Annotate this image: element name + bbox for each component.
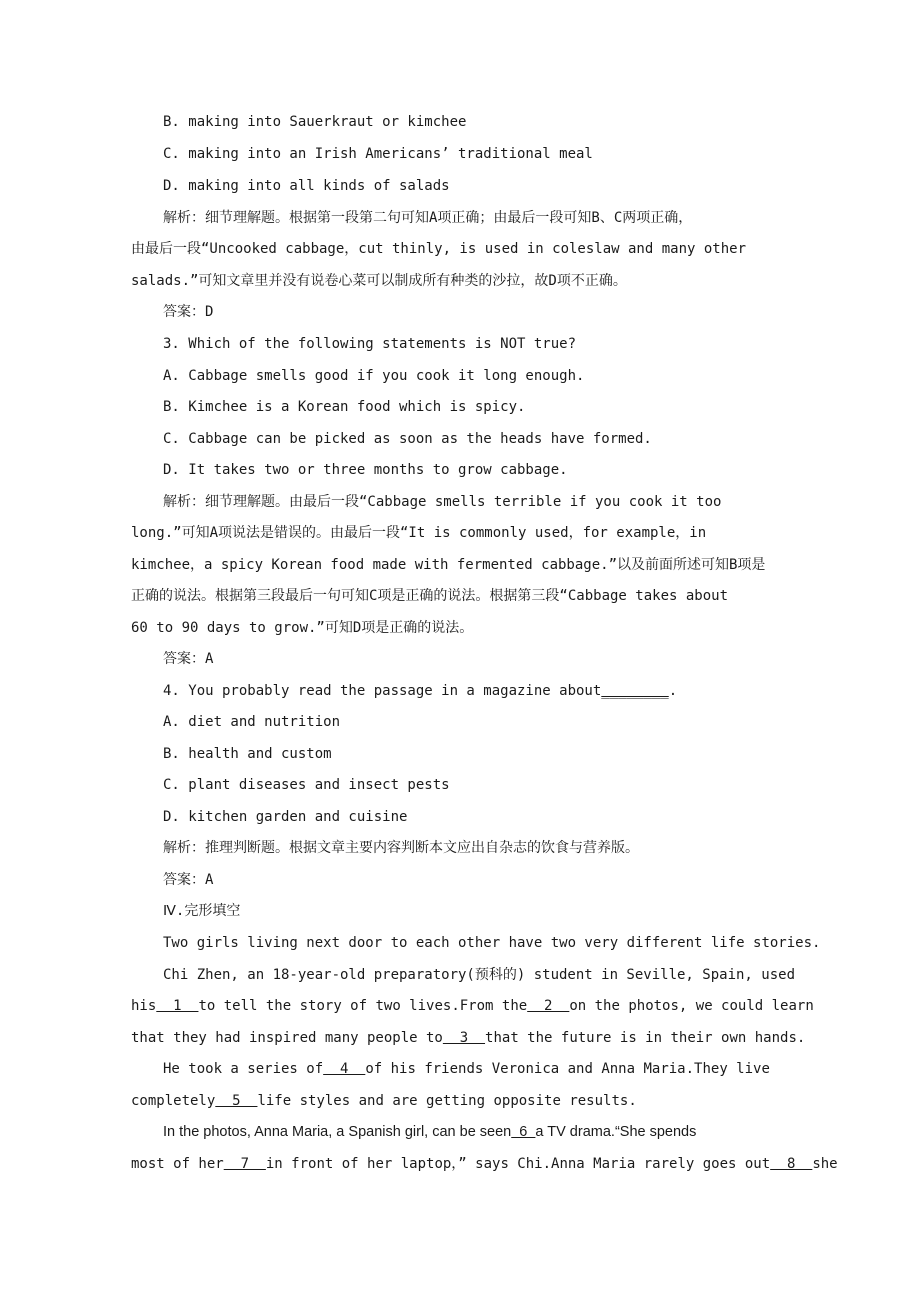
section-heading: Ⅳ.完形填空 <box>163 903 241 919</box>
blank-6: 6 <box>511 1124 536 1140</box>
option-c-q3: C. Cabbage can be picked as soon as the heads have formed. <box>163 431 652 447</box>
option-b-q4: B. health and custom <box>163 746 332 762</box>
blank-5: 5 <box>215 1093 258 1109</box>
option-a-q3: A. Cabbage smells good if you cook it long enough. <box>163 368 585 384</box>
option-a-q4: A. diet and nutrition <box>163 714 341 730</box>
explanation-q2-line3: salads.”可知文章里并没有说卷心菜可以制成所有种类的沙拉，故D项不正确。 <box>131 273 627 289</box>
passage-line-2: Chi Zhen, an 18-year-old preparatory(预科的) student in Seville, Spain, used <box>163 967 796 983</box>
option-c-q4: C. plant diseases and insect pests <box>163 777 450 793</box>
explanation-q2-line2: 由最后一段“Uncooked cabbage，cut thinly, is used in coleslaw and many other <box>131 241 747 257</box>
passage-line-7: In the photos, Anna Maria, a Spanish girl, can be seen 6 a TV drama.“She spends <box>163 1124 697 1140</box>
option-b-q3: B. Kimchee is a Korean food which is spicy. <box>163 399 526 415</box>
passage-line-5: He took a series of 4 of his friends Veronica and Anna Maria.They live <box>163 1061 770 1077</box>
passage-line-1: Two girls living next door to each other have two very different life stories. <box>163 935 821 951</box>
option-d-q2: D. making into all kinds of salads <box>163 178 450 194</box>
answer-q4: 答案：A <box>163 872 214 888</box>
passage-line-8: most of her 7 in front of her laptop，” says Chi.Anna Maria rarely goes out 8 she <box>131 1156 838 1172</box>
question-4: 4. You probably read the passage in a magazine about________. <box>163 683 678 699</box>
explanation-q3-line3: kimchee，a spicy Korean food made with fermented cabbage.”以及前面所述可知B项是 <box>131 557 766 573</box>
blank-3: 3 <box>442 1030 486 1046</box>
answer-q3: 答案：A <box>163 651 214 667</box>
explanation-q3-line1: 解析：细节理解题。由最后一段“Cabbage smells terrible if you cook it too <box>163 494 722 510</box>
explanation-q3-line2: long.”可知A项说法是错误的。由最后一段“It is commonly used，for example，in <box>131 525 707 541</box>
option-b-q2: B. making into Sauerkraut or kimchee <box>163 114 467 130</box>
explanation-q3-line4: 正确的说法。根据第三段最后一句可知C项是正确的说法。根据第三段“Cabbage takes about <box>131 588 729 604</box>
option-d-q4: D. kitchen garden and cuisine <box>163 809 408 825</box>
blank-7: 7 <box>223 1156 266 1172</box>
explanation-q3-line5: 60 to 90 days to grow.”可知D项是正确的说法。 <box>131 620 474 636</box>
option-d-q3: D. It takes two or three months to grow cabbage. <box>163 462 568 478</box>
blank-2: 2 <box>527 998 570 1014</box>
explanation-q2-line1: 解析：细节理解题。根据第一段第二句可知A项正确；由最后一段可知B、C两项正确， <box>163 210 693 226</box>
blank-4: 4 <box>323 1061 366 1077</box>
passage-line-3: his 1 to tell the story of two lives.From the 2 on the photos, we could learn <box>131 998 814 1014</box>
answer-q2: 答案：D <box>163 304 214 320</box>
explanation-q4: 解析：推理判断题。根据文章主要内容判断本文应出自杂志的饮食与营养版。 <box>163 840 639 856</box>
blank-1: 1 <box>156 998 199 1014</box>
option-c-q2: C. making into an Irish Americans’ traditional meal <box>163 146 593 162</box>
blank-8: 8 <box>770 1156 813 1172</box>
passage-line-6: completely 5 life styles and are getting opposite results. <box>131 1093 637 1109</box>
question-3: 3. Which of the following statements is NOT true? <box>163 336 577 352</box>
passage-line-4: that they had inspired many people to 3 that the future is in their own hands. <box>131 1030 806 1046</box>
blank-q4: ________ <box>601 683 669 699</box>
